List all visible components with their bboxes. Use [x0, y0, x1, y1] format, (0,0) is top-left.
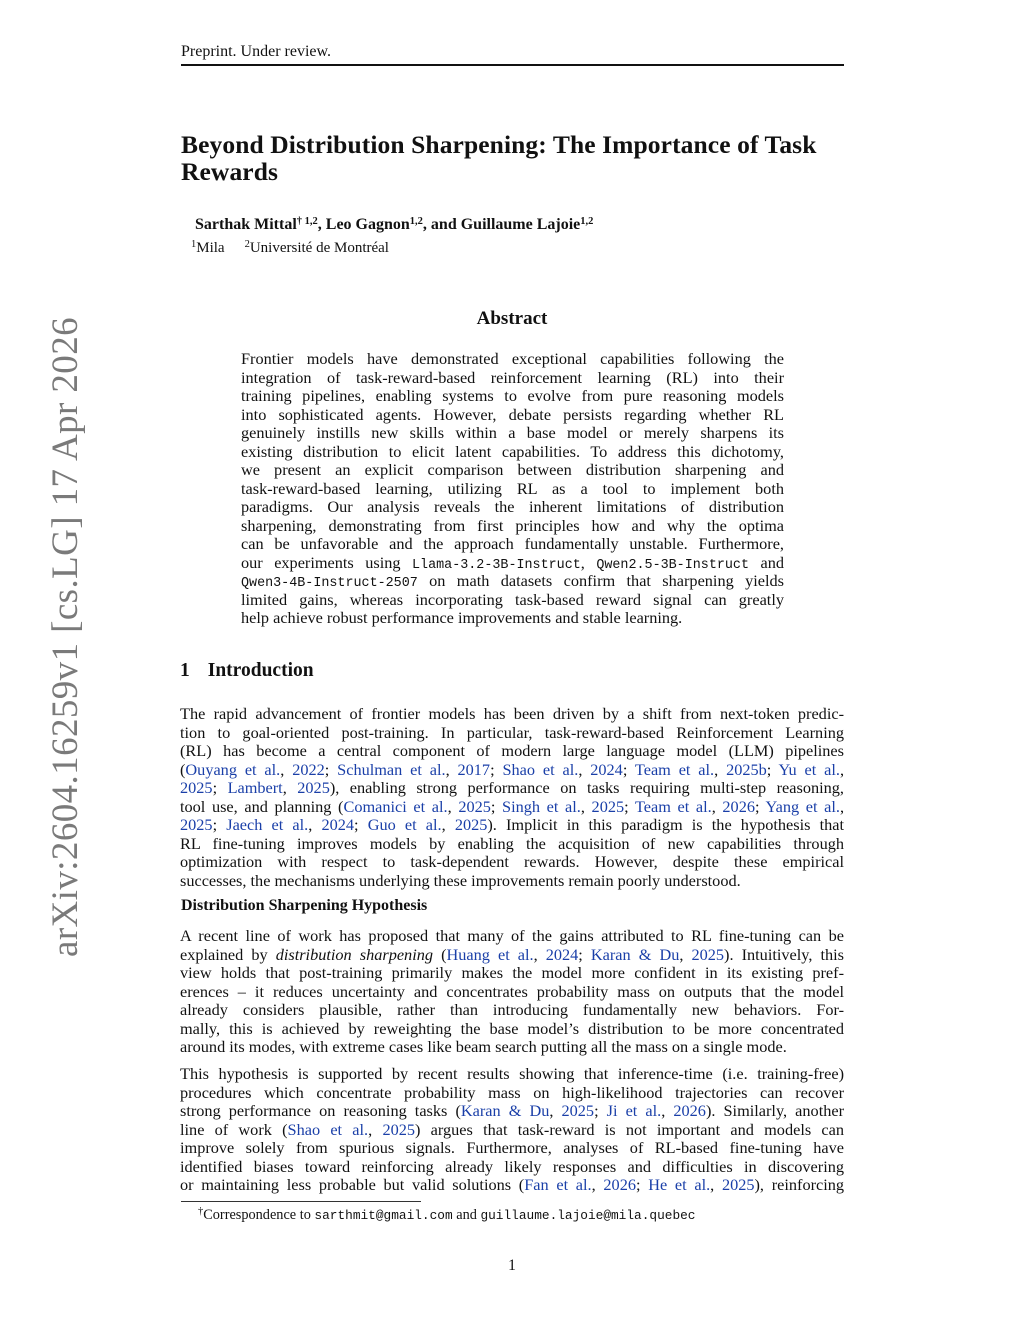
- author-separator: ,: [317, 216, 326, 233]
- abstract-heading: [0, 308, 1024, 330]
- text: ,: [591, 1175, 604, 1194]
- citation-link[interactable]: 2026: [603, 1175, 636, 1194]
- footnote-text: Correspondence to: [203, 1207, 315, 1223]
- text: (: [433, 944, 447, 964]
- author-name: Sarthak Mittal: [195, 216, 297, 233]
- email-link[interactable]: guillaume.lajoie@mila.quebec: [480, 1208, 696, 1223]
- paragraph-heading: Distribution Sharpening Hypothesis: [181, 897, 428, 914]
- footnote-mark: †: [198, 1206, 204, 1217]
- text: ,: [714, 759, 727, 779]
- text: ;: [324, 759, 338, 779]
- citation-link[interactable]: 2025: [458, 796, 491, 816]
- citation-link[interactable]: 2017: [457, 759, 491, 779]
- text: ;: [354, 815, 368, 834]
- abstract-line: can be unfavorable and the approach fundamentally unstable. Furthermore,: [241, 534, 784, 553]
- body-line: around its modes, with extreme cases like beam search putting all the mass on a single mode.: [180, 1037, 787, 1056]
- abstract-text: on math datasets confirm that sharpening yields: [417, 571, 784, 590]
- text: strong performance on reasoning tasks (: [180, 1101, 461, 1120]
- abstract-line: into sophisticated agents. However, debate persists regarding whether RL: [241, 404, 784, 424]
- body-line: erences – it reduces uncertainty and concentrates probability mass on outputs that the model: [180, 981, 844, 1001]
- text: ,: [282, 778, 298, 797]
- abstract-line: Frontier models have demonstrated exceptional capabilities following the: [241, 349, 784, 368]
- title-line-2: Rewards: [181, 157, 279, 186]
- abstract-heading-text: Abstract: [476, 308, 548, 329]
- model-name: Qwen3-4B-Instruct-2507: [241, 576, 418, 591]
- footnote: [198, 1207, 695, 1224]
- model-name: Llama-3.2-3B-Instruct: [412, 557, 581, 573]
- citation-link[interactable]: 2025: [382, 1119, 415, 1139]
- abstract-line: help achieve robust performance improvements and stable learning.: [241, 608, 683, 627]
- text: ,: [445, 759, 458, 779]
- abstract-line: existing distribution to elicit latent capabilities. To address this dichotomy,: [241, 441, 784, 461]
- body-line: [180, 946, 844, 964]
- page-number: 1: [508, 1257, 516, 1274]
- affiliation-mark: 1: [191, 239, 197, 250]
- body-line: optimization with respect to task-dependent rewards. However, despite these empirical: [180, 852, 844, 871]
- author-separator: , and: [422, 216, 461, 233]
- text: ;: [635, 1175, 649, 1194]
- abstract-line: sharpening, demonstrating from first principles how and why the optima: [241, 515, 784, 535]
- citation-link[interactable]: 2025: [561, 1101, 595, 1120]
- author-superscript: 1,2: [580, 216, 594, 227]
- text: ;: [578, 944, 591, 964]
- body-line: RL fine-tuning improves models by enabling the acquisition of new capabilities through: [180, 833, 844, 853]
- text: ;: [594, 1101, 607, 1120]
- body-line: [180, 779, 844, 797]
- text: ). Intuitively, this: [724, 944, 845, 964]
- author-superscript: † 1,2: [296, 216, 318, 227]
- citation-link[interactable]: Jaech et al.: [226, 815, 309, 834]
- text: ), reinforcing: [754, 1175, 845, 1194]
- text: ;: [490, 796, 503, 816]
- text: ;: [212, 778, 228, 797]
- citation-link[interactable]: Ji et al.: [606, 1101, 662, 1120]
- citation-link[interactable]: 2025b: [726, 759, 767, 779]
- body-line: [180, 761, 844, 779]
- body-line: [180, 798, 844, 816]
- text: ,: [533, 944, 546, 964]
- citation-link[interactable]: Karan & Du: [460, 1101, 550, 1120]
- citation-link[interactable]: He et al.: [648, 1175, 711, 1194]
- citation-link[interactable]: 2025: [297, 778, 330, 797]
- body-line: [180, 1121, 844, 1139]
- author-list: [195, 216, 593, 234]
- citation-link[interactable]: 2025: [180, 778, 213, 797]
- citation-link[interactable]: 2024: [321, 815, 355, 834]
- citation-link[interactable]: Yang et al.: [765, 796, 840, 816]
- text: ;: [212, 815, 227, 834]
- affiliation-mark: 2: [244, 239, 250, 250]
- text: ) argues that task-reward is not important and models can: [415, 1119, 844, 1139]
- citation-link[interactable]: 2025: [180, 815, 213, 834]
- abstract-line: limited gains, whereas incorporating task-based reward signal can greatly: [241, 589, 784, 609]
- citation-link[interactable]: 2025: [721, 1175, 755, 1194]
- emphasis: distribution sharpening: [275, 944, 434, 964]
- text: tool use, and planning (: [180, 796, 344, 816]
- text: ), enabling strong performance on tasks requiring multi-step reasoning,: [329, 778, 844, 797]
- abstract-line: training pipelines, enabling systems to evolve from pure reasoning models: [241, 386, 784, 405]
- body-line: A recent line of work has proposed that many of the gains attributed to RL fine-tuning can be: [180, 926, 844, 945]
- text: ;: [624, 796, 635, 816]
- arxiv-stamp: arXiv:2604.16259v1 [cs.LG] 17 Apr 2026: [45, 316, 86, 957]
- abstract-line: integration of task-reward-based reinforcement learning (RL) into their: [241, 367, 784, 387]
- abstract-line: genuinely instills new skills within a base model or merely sharpens its: [241, 423, 784, 442]
- affiliations: [191, 240, 389, 257]
- citation-link[interactable]: Team et al.: [634, 759, 715, 779]
- section-number: 1: [180, 660, 190, 681]
- author-name: Guillaume Lajoie: [460, 216, 581, 233]
- citation-link[interactable]: 2022: [292, 759, 325, 779]
- body-line: [180, 1102, 844, 1120]
- citation-link[interactable]: Comanici et al.: [343, 796, 448, 816]
- text: ,: [280, 759, 293, 779]
- section-heading: [180, 660, 314, 682]
- title-line-1: Beyond Distribution Sharpening: The Importance of Task: [181, 130, 817, 159]
- text: ,: [679, 944, 692, 964]
- text: ;: [754, 796, 766, 816]
- text: ,: [578, 759, 591, 779]
- text: ;: [490, 759, 503, 779]
- abstract-line: paradigms. Our analysis reveals the inherent limitations of distribution: [241, 497, 784, 516]
- body-line: (RL) has become a central component of modern large language model (LLM) pipelines: [180, 741, 844, 760]
- text: line of work (: [180, 1119, 288, 1139]
- footnote-rule: [181, 1201, 421, 1202]
- text: ). Implicit in this paradigm is the hypothesis that: [487, 815, 845, 834]
- text: ,: [447, 796, 459, 816]
- text: ,: [710, 1175, 722, 1194]
- citation-link[interactable]: 2026: [673, 1101, 706, 1120]
- citation-link[interactable]: Karan & Du: [590, 944, 680, 964]
- citation-link[interactable]: Ouyang et al.: [185, 759, 281, 779]
- text: or maintaining less probable but valid solutions (: [180, 1175, 525, 1194]
- author-name: Leo Gagnon: [325, 216, 410, 233]
- body-line: improve solely from spurious signals. Furthermore, analyses of RL-based fine-tuning have: [180, 1138, 844, 1157]
- citation-link[interactable]: Guo et al.: [367, 815, 442, 834]
- text: ,: [308, 815, 322, 834]
- text: ;: [766, 759, 779, 779]
- body-line: The rapid advancement of frontier models has been driven by a shift from next-token predic-: [180, 704, 844, 723]
- citation-link[interactable]: Singh et al.: [502, 796, 581, 816]
- header-rule: [181, 64, 844, 66]
- body-line: [180, 1176, 844, 1194]
- model-name: Qwen2.5-3B-Instruct: [596, 557, 750, 573]
- text: ;: [622, 759, 635, 779]
- citation-link[interactable]: 2025: [691, 944, 725, 964]
- body-line: mally, this is achieved by reweighting the base model’s distribution to be more concentrated: [180, 1018, 844, 1038]
- abstract-text: ,: [580, 552, 597, 572]
- citation-link[interactable]: Fan et al.: [524, 1175, 592, 1194]
- body-line: procedures which concentrate probability mass on high-likelihood trajectories can recover: [180, 1082, 844, 1102]
- body-line: [180, 816, 844, 834]
- text: ,: [368, 1119, 383, 1139]
- affiliation-udem: Université de Montréal: [249, 240, 389, 256]
- body-line: already considers plausible, rather than introducing fundamentally new behaviors. For-: [180, 1000, 844, 1019]
- section-title: Introduction: [207, 660, 314, 681]
- citation-link[interactable]: 2024: [545, 944, 579, 964]
- abstract-line: task-reward-based learning, utilizing RL as a tool to implement both: [241, 478, 784, 498]
- body-line: tion to goal-oriented post-training. In particular, task-reward-based Reinforcement Learning: [180, 722, 844, 742]
- affiliation-mila: Mila: [196, 240, 225, 256]
- citation-link[interactable]: 2025: [591, 796, 625, 816]
- footnote-text: and: [452, 1207, 481, 1223]
- citation-link[interactable]: 2025: [454, 815, 488, 834]
- abstract-line: we present an explicit comparison between distribution sharpening and: [241, 460, 784, 479]
- text: ,: [839, 796, 845, 816]
- citation-link[interactable]: Team et al.: [634, 796, 712, 816]
- citation-link[interactable]: Shao et al.: [502, 759, 579, 779]
- abstract-text: and: [749, 552, 785, 572]
- body-line: view holds that post-training primarily makes the model more confident in its existing pref-: [180, 963, 844, 982]
- text: ,: [549, 1101, 562, 1120]
- citation-link[interactable]: Schulman et al.: [337, 759, 446, 779]
- running-head: Preprint. Under review.: [181, 43, 332, 60]
- text: ). Similarly, another: [705, 1101, 844, 1120]
- text: (: [180, 759, 186, 779]
- citation-link[interactable]: Lambert: [227, 778, 283, 797]
- text: ,: [441, 815, 455, 834]
- text: explained by: [180, 944, 276, 964]
- citation-link[interactable]: 2024: [590, 759, 623, 779]
- author-superscript: 1,2: [409, 216, 423, 227]
- body-line: identified biases toward reinforcing already likely responses and difficulties in discovering: [180, 1156, 844, 1176]
- citation-link[interactable]: Shao et al.: [287, 1119, 369, 1139]
- body-line: This hypothesis is supported by recent results showing that inference-time (i.e. training-free): [180, 1064, 844, 1083]
- citation-link[interactable]: Huang et al.: [446, 944, 534, 964]
- body-line: successes, the mechanisms underlying these improvements remain poorly understood.: [180, 870, 741, 890]
- text: ,: [580, 796, 592, 816]
- citation-link[interactable]: Yu et al.: [778, 759, 840, 779]
- email-link[interactable]: sarthmit@gmail.com: [314, 1208, 453, 1223]
- text: ,: [711, 796, 723, 816]
- text: ,: [839, 759, 845, 779]
- citation-link[interactable]: 2026: [722, 796, 755, 816]
- text: ,: [661, 1101, 674, 1120]
- abstract-text: our experiments using: [241, 552, 413, 572]
- paper-title: [181, 131, 846, 185]
